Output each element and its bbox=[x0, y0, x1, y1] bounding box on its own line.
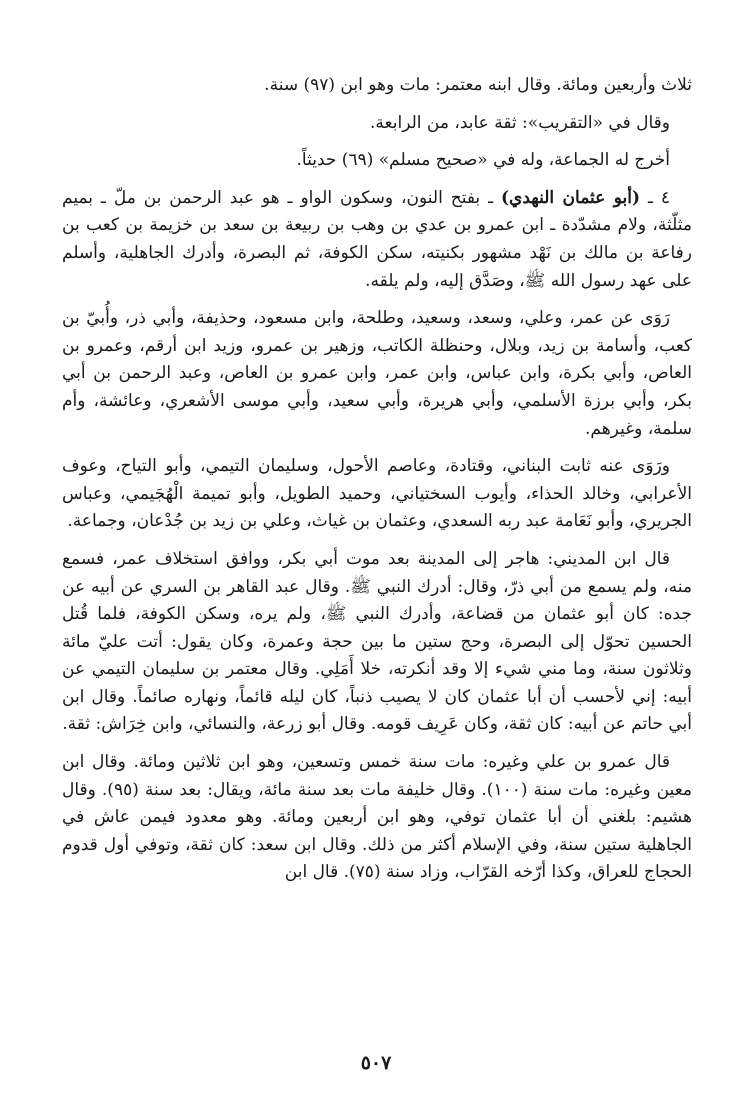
opinions-paragraph: قال ابن المديني: هاجر إلى المدينة بعد موت أبي بكر، ووافق استخلاف عمر، فسمع منه، ولم يسمع من أبي ذرّ، وقال: أدرك النبي ﷺ. وقال عبد القاهر بن السري عن أبيه عن جده: كان أبو عثمان من قضاعة، وأدرك النبي ﷺ، ولم يره، وسكن الكوفة، فلما قُتل الحسين تحوّل إلى البصرة، وحج ستين ما بين حجة وعمرة، وكان يقول: أتت عليّ مائة وثلاثون سنة، وما مني شيء إلا وقد أنكرته، خلا أَمَلِي. وقال معتمر بن سليمان التيمي عن أبيه: إني لأحسب أن أبا عثمان كان لا يصيب ذنباً، كان ليله قائماً، ونهاره صائماً. وقال ابن أبي حاتم عن أبيه: كان ثقة، وكان عَرِيف قومه. وقال أبو زرعة، والنسائي، وابن خِرَاش: ثقة. bbox=[62, 548, 692, 735]
narrators-from-paragraph: رَوَى عن عمر، وعلي، وسعد، وسعيد، وطلحة، وابن مسعود، وحذيفة، وأبي ذر، وأُبيّ بن كعب، وأسامة بن زيد، وبلال، وحنظلة الكاتب، وزهير بن عمرو، وزيد ابن أرقم، وعمرو بن العاص، وأبي بكرة، وابن عباس، وابن عمر، وابن عمرو بن العاص، وعبد الرحمن بن أبي بكر، وأبي برزة الأسلمي، وأبي هريرة، وأبي سعيد، وأبي موسى الأشعري، وعائشة، وأم سلمة، وغيرهم. bbox=[62, 308, 692, 439]
page-number: ٥٠٧ bbox=[360, 1052, 392, 1074]
entry-title: (أبو عثمان النهدي) bbox=[500, 187, 641, 208]
entry-paragraph bbox=[62, 185, 692, 295]
paragraph-2: وقال في «التقريب»: ثقة عابد، من الرابعة. bbox=[370, 112, 670, 133]
paragraph-1: ثلاث وأربعين ومائة. وقال ابنه معتمر: مات وهو ابن (٩٧) سنة. bbox=[264, 75, 692, 95]
page-text bbox=[62, 72, 692, 887]
entry-number: ٤ ـ bbox=[640, 187, 670, 208]
narrators-to-paragraph: ورَوَى عنه ثابت البناني، وقتادة، وعاصم الأحول، وسليمان التيمي، وأبو التياح، وعوف الأعرابي، وخالد الحذاء، وأيوب السختياني، وحميد الطويل، وأبو تميمة الْهُجَيمي، وعباس الجريري، وأبو نَعَامة عبد ربه السعدي، وعثمان بن غياث، وعلي بن زيد بن جُدْعان، وجماعة. bbox=[62, 456, 692, 532]
entry-text: ـ بفتح النون، وسكون الواو ـ هو عبد الرحمن بن ملّ ـ بميم مثلّثة، ولام مشدّدة ـ ابن عمرو بن عدي بن وهب بن ربيعة بن سعد بن خزيمة بن كعب بن رفاعة بن مالك بن نَهْد مشهور بكنيته، سكن الكوفة، ثم البصرة، وأدرك الجاهلية، وأسلم على عهد رسول الله ﷺ، وصَدَّق إليه، ولم يلقه. bbox=[62, 187, 692, 291]
paragraph-3: أخرج له الجماعة، وله في «صحيح مسلم» (٦٩) حديثاً. bbox=[296, 150, 670, 171]
death-paragraph: قال عمرو بن علي وغيره: مات سنة خمس وتسعين، وهو ابن ثلاثين ومائة. وقال ابن معين وغيره: مات سنة (١٠٠). وقال خليفة مات بعد سنة مائة، ويقال: بعد سنة (٩٥). وقال هشيم: بلغني أن أبا عثمان توفي، وهو ابن أربعين ومائة. وهو معدود فيمن عاش في الجاهلية ستين سنة، وفي الإسلام أكثر من ذلك. وقال ابن سعد: كان ثقة، وتوفي أول قدوم الحجاج للعراق، وكذا أرّخه القرّاب، وزاد سنة (٧٥). قال ابن bbox=[62, 752, 692, 883]
